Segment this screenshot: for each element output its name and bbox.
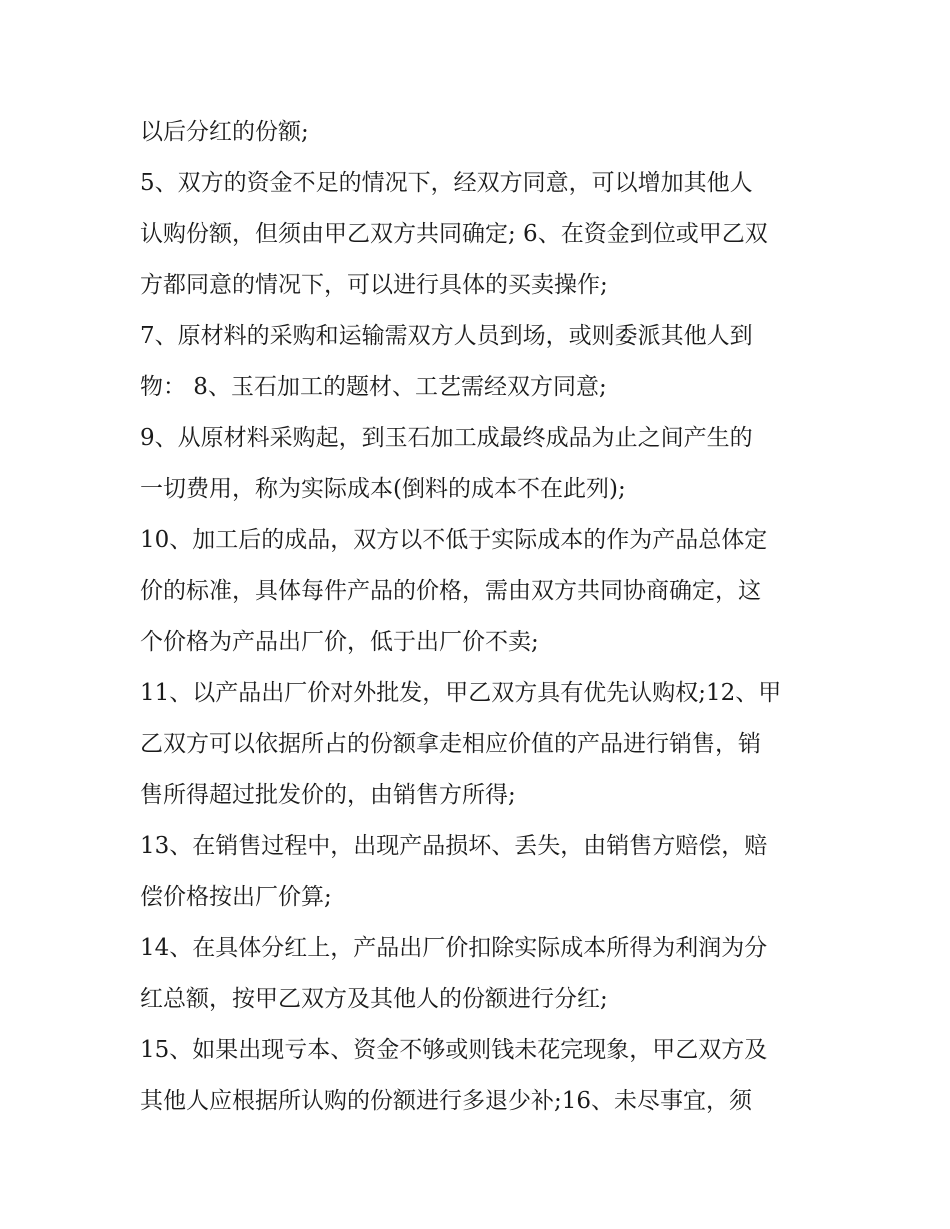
text-line: 一切费用，称为实际成本(倒料的成本不在此列); xyxy=(140,476,626,502)
text-line: 13、在销售过程中，出现产品损坏、丢失，由销售方赔偿，赔 xyxy=(140,833,768,859)
text-line: 乙双方可以依据所占的份额拿走相应价值的产品进行销售，销 xyxy=(140,731,761,757)
text-line: 10、加工后的成品，双方以不低于实际成本的作为产品总体定 xyxy=(140,527,768,553)
text-line: 14、在具体分红上，产品出厂价扣除实际成本所得为利润为分 xyxy=(140,935,768,961)
text-line: 售所得超过批发价的，由销售方所得; xyxy=(140,782,516,808)
text-line: 15、如果出现亏本、资金不够或则钱未花完现象，甲乙双方及 xyxy=(140,1037,768,1063)
text-line: 红总额，按甲乙双方及其他人的份额进行分红; xyxy=(140,986,608,1012)
text-line: 个价格为产品出厂价，低于出厂价不卖; xyxy=(140,629,539,655)
text-line: 7、原材料的采购和运输需双方人员到场，或则委派其他人到 xyxy=(140,323,753,349)
text-line: 11、以产品出厂价对外批发，甲乙双方具有优先认购权;12、甲 xyxy=(140,680,782,706)
text-line: 物： 8、玉石加工的题材、工艺需经双方同意; xyxy=(140,374,607,400)
text-line: 认购份额，但须由甲乙双方共同确定; 6、在资金到位或甲乙双 xyxy=(140,221,768,247)
text-line: 偿价格按出厂价算; xyxy=(140,884,332,910)
text-line: 方都同意的情况下，可以进行具体的买卖操作; xyxy=(140,272,608,298)
contract-text xyxy=(140,107,820,1127)
text-line: 5、双方的资金不足的情况下，经双方同意，可以增加其他人 xyxy=(140,170,753,196)
text-line: 9、从原材料采购起，到玉石加工成最终成品为止之间产生的 xyxy=(140,425,753,451)
text-line: 其他人应根据所认购的份额进行多退少补;16、未尽事宜，须 xyxy=(140,1088,753,1114)
text-line: 以后分红的份额; xyxy=(140,119,309,145)
text-line: 价的标准，具体每件产品的价格，需由双方共同协商确定，这 xyxy=(140,578,761,604)
